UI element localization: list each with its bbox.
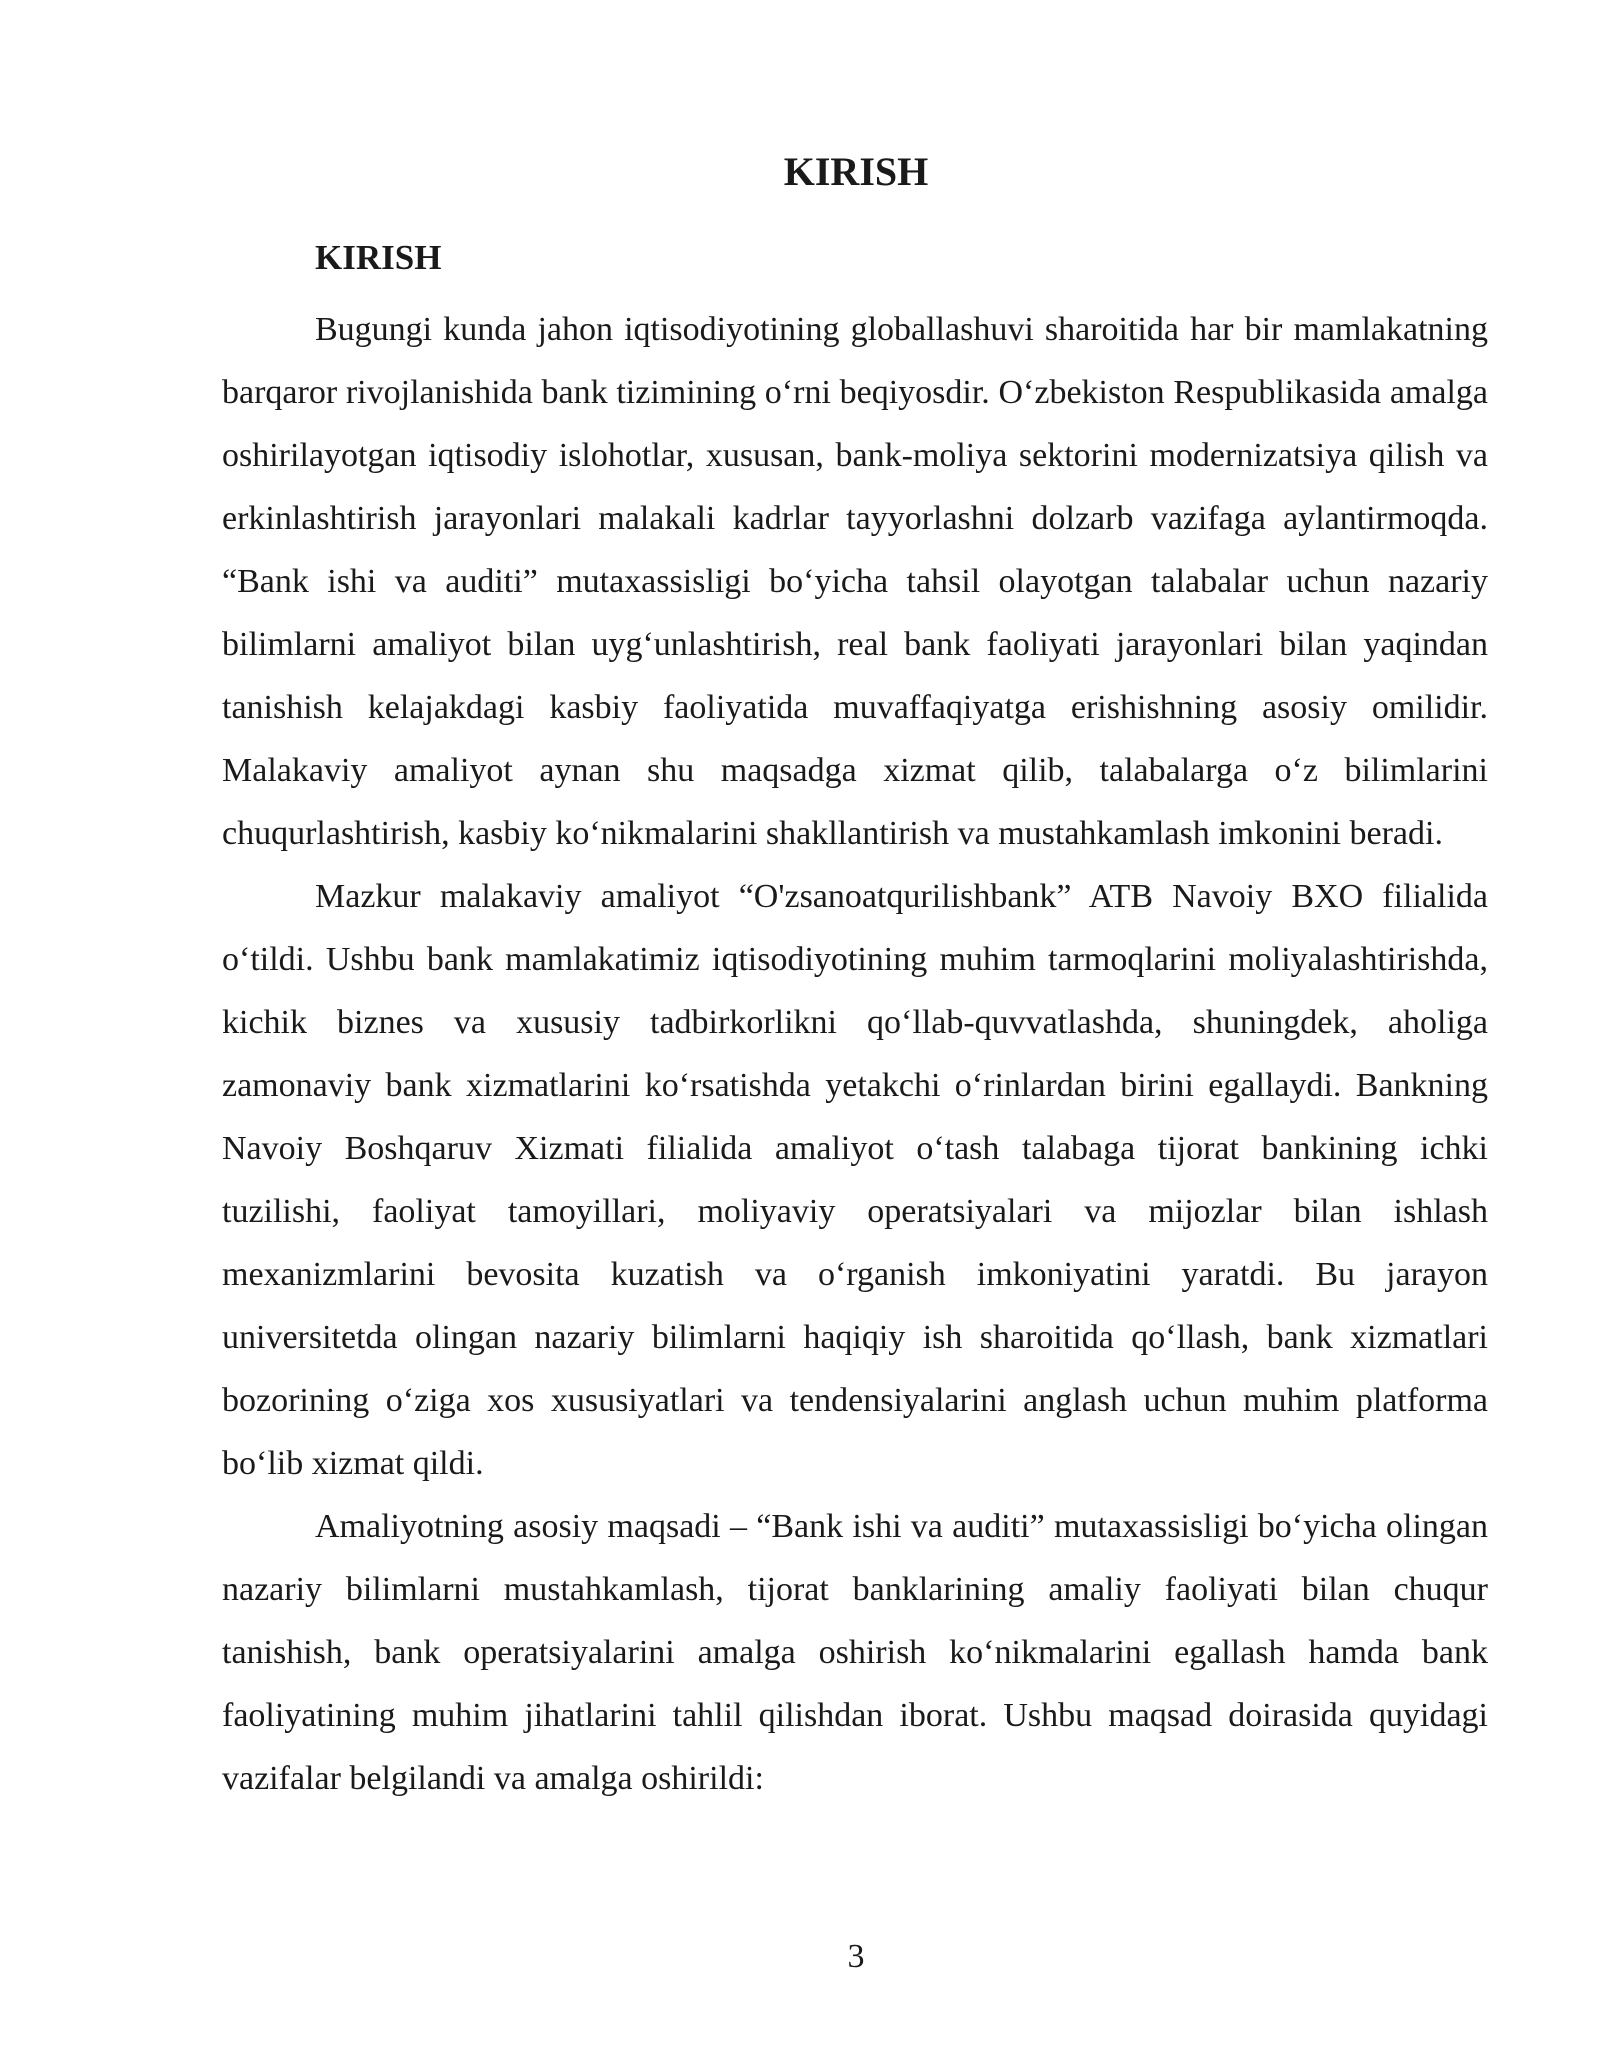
section-heading: KIRISH xyxy=(315,238,442,277)
body-text xyxy=(222,298,1488,1810)
page-title: KIRISH xyxy=(783,149,929,194)
paragraph-intro: Bugungi kunda jahon iqtisodiyotining globallashuvi sharoitida har bir mamlakatning barqaror rivojlanishida bank tizimining o‘rni beqiyosdir. O‘zbekiston Respublikasida amalga oshirilayotgan iqtisodiy islohotlar, xususan, bank-moliya sektorini modernizatsiya qilish va erkinlashtirish jarayonlari malakali kadrlar tayyorlashni dolzarb vazifaga aylantirmoqda. “Bank ishi va auditi” mutaxassisligi bo‘yicha tahsil olayotgan talabalar uchun nazariy bilimlarni amaliyot bilan uyg‘unlashtirish, real bank faoliyati jarayonlari bilan yaqindan tanishish kelajakdagi kasbiy faoliyatida muvaffaqiyatga erishishning asosiy omilidir. Malakaviy amaliyot aynan shu maqsadga xizmat qilib, talabalarga o‘z bilimlarini chuqurlashtirish, kasbiy ko‘nikmalarini shakllantirish va mustahkamlash imkonini beradi. xyxy=(222,311,1488,852)
paragraph-internship-goal: Amaliyotning asosiy maqsadi – “Bank ishi va auditi” mutaxassisligi bo‘yicha olingan nazariy bilimlarni mustahkamlash, tijorat banklarining amaliy faoliyati bilan chuqur tanishish, bank operatsiyalarini amalga oshirish ko‘nikmalarini egallash hamda bank faoliyatining muhim jihatlarini tahlil qilishdan iborat. Ushbu maqsad doirasida quyidagi vazifalar belgilandi va amalga oshirildi: xyxy=(222,1508,1488,1797)
paragraph-internship-place: Mazkur malakaviy amaliyot “O'zsanoatqurilishbank” ATB Navoiy BXO filialida o‘tildi. Ushbu bank mamlakatimiz iqtisodiyotining muhim tarmoqlarini moliyalashtirishda, kichik biznes va xususiy tadbirkorlikni qo‘llab-quvvatlashda, shuningdek, aholiga zamonaviy bank xizmatlarini ko‘rsatishda yetakchi o‘rinlardan birini egallaydi. Bankning Navoiy Boshqaruv Xizmati filialida amaliyot o‘tash talabaga tijorat bankining ichki tuzilishi, faoliyat tamoyillari, moliyaviy operatsiyalari va mijozlar bilan ishlash mexanizmlarini bevosita kuzatish va o‘rganish imkoniyatini yaratdi. Bu jarayon universitetda olingan nazariy bilimlarni haqiqiy ish sharoitida qo‘llash, bank xizmatlari bozorining o‘ziga xos xususiyatlari va tendensiyalarini anglash uchun muhim platforma bo‘lib xizmat qildi. xyxy=(222,878,1488,1482)
page-number: 3 xyxy=(847,1938,865,1975)
